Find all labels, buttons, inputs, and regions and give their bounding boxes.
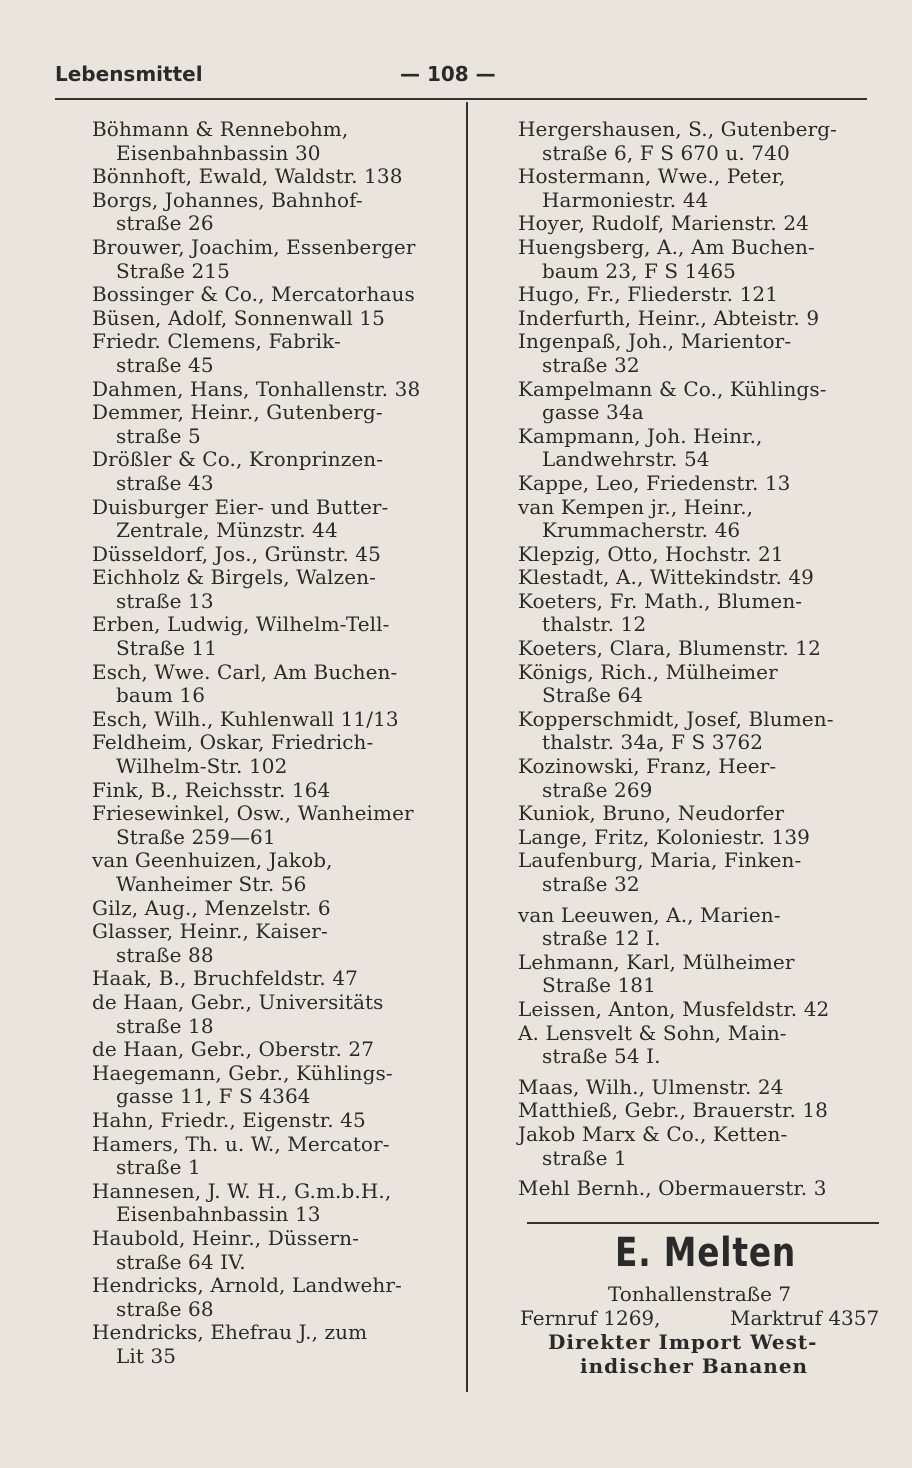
directory-entry [92,1227,452,1274]
entry-name-line: Drößler & Co., Kronprinzen- [92,447,384,472]
entry-name-line: Lange, Fritz, Koloniestr. 139 [518,824,811,849]
entry-name-line: Huengsberg, A., Am Buchen- [518,234,815,259]
directory-entry [518,951,880,998]
directory-entry [92,991,452,1038]
entry-address-line: straße 45 [116,352,214,377]
entry-address-line: straße 6, F S 670 u. 740 [542,140,790,165]
entry-name-line: Böhmann & Rennebohm, [92,117,349,141]
directory-entry [518,472,880,496]
directory-entry [92,118,452,165]
directory-entry [92,378,452,402]
directory-entry [92,307,452,331]
entry-name-line: Kampelmann & Co., Kühlings- [518,376,827,401]
directory-entry [92,1274,452,1321]
entry-address-line: Krummacherstr. 46 [542,518,741,543]
ad-street: Tonhallenstraße 7 [608,1282,792,1306]
entry-name-line: Brouwer, Joachim, Essenberger [92,234,416,259]
entry-address-line: Straße 181 [542,973,656,998]
entry-address-line: straße 5 [116,423,201,448]
directory-entry [92,897,452,921]
directory-entry [92,661,452,708]
entry-name-line: Haak, B., Bruchfeldstr. 47 [92,966,358,991]
entry-name-line: Leissen, Anton, Musfeldstr. 42 [518,996,830,1021]
entry-name-line: Hendricks, Ehefrau J., zum [92,1320,368,1345]
entry-address-line: Wilhelm-Str. 102 [116,754,288,779]
directory-entry [92,236,452,283]
directory-entry [518,165,880,212]
entry-address-line: Eisenbahnbassin 30 [116,140,321,165]
ad-phone: Fernruf 1269, [520,1306,661,1330]
directory-entry [92,849,452,896]
entry-name-line: Feldheim, Oskar, Friedrich- [92,730,374,755]
directory-entry [518,118,880,165]
entry-name-line: de Haan, Gebr., Oberstr. 27 [92,1037,375,1062]
directory-entry [92,1038,452,1062]
entry-address-line: straße 64 IV. [116,1249,246,1274]
entry-name-line: Erben, Ludwig, Wilhelm-Tell- [92,612,390,637]
directory-entry [518,802,880,826]
directory-entry [92,920,452,967]
entry-name-line: Hahn, Friedr., Eigenstr. 45 [92,1107,366,1132]
entry-name-line: Dahmen, Hans, Tonhallenstr. 38 [92,376,421,401]
entry-name-line: Kappe, Leo, Friedenstr. 13 [518,470,791,495]
directory-entry [92,283,452,307]
entry-name-line: Laufenburg, Maria, Finken- [518,848,802,873]
directory-entry [518,708,880,755]
directory-entry [518,755,880,802]
directory-entry [518,543,880,567]
entry-name-line: Kampmann, Joh. Heinr., [518,423,763,448]
entry-name-line: de Haan, Gebr., Universitäts [92,989,384,1014]
entry-address-line: Straße 215 [116,258,230,283]
directory-entry [92,330,452,377]
entry-name-line: Gilz, Aug., Menzelstr. 6 [92,895,331,920]
entry-name-line: Hannesen, J. W. H., G.m.b.H., [92,1178,392,1203]
page-header [55,62,867,94]
entry-name-line: Koeters, Fr. Math., Blumen- [518,588,803,613]
entry-address-line: straße 13 [116,588,214,613]
directory-entry [92,1109,452,1133]
directory-entry [92,543,452,567]
directory-entry [92,1321,452,1368]
entry-name-line: Fink, B., Reichsstr. 164 [92,777,331,802]
entry-name-line: Hergershausen, S., Gutenberg- [518,117,838,141]
entry-name-line: Ingenpaß, Joh., Marientor- [518,329,792,354]
entry-address-line: baum 23, F S 1465 [542,258,736,283]
directory-entry [92,401,452,448]
directory-entry [518,1177,880,1201]
directory-entry [518,1123,880,1170]
entry-address-line: straße 18 [116,1013,214,1038]
entry-address-line: straße 68 [116,1296,214,1321]
entry-name-line: Hamers, Th. u. W., Mercator- [92,1131,390,1156]
entry-name-line: Lehmann, Karl, Mülheimer [518,949,795,974]
entry-address-line: straße 269 [542,777,653,802]
entry-name-line: Maas, Wilh., Ulmenstr. 24 [518,1074,784,1099]
entry-address-line: thalstr. 34a, F S 3762 [542,730,764,755]
directory-entry [518,236,880,283]
entry-address-line: straße 32 [542,872,640,896]
ad-slogan-line-2: indischer Bananen [580,1354,809,1378]
entry-address-line: Zentrale, Münzstr. 44 [116,518,338,543]
directory-entry [92,613,452,660]
entry-name-line: Demmer, Heinr., Gutenberg- [92,400,383,425]
directory-entry [92,1133,452,1180]
directory-entry [518,590,880,637]
right-column [518,118,880,1201]
entry-address-line: Straße 11 [116,636,218,661]
entry-address-line: Landwehrstr. 54 [542,447,710,472]
directory-entry [518,283,880,307]
entry-name-line: Klepzig, Otto, Hochstr. 21 [518,541,784,566]
entry-address-line: straße 88 [116,942,214,967]
directory-entry [518,1076,880,1100]
entry-name-line: Eichholz & Birgels, Walzen- [92,565,376,590]
directory-entry [92,802,452,849]
directory-entry [518,425,880,472]
entry-address-line: Straße 259—61 [116,824,276,849]
entry-name-line: Königs, Rich., Mülheimer [518,659,778,684]
entry-name-line: Esch, Wilh., Kuhlenwall 11/13 [92,706,399,731]
directory-entry [518,212,880,236]
directory-entry [92,708,452,732]
entry-name-line: Klestadt, A., Wittekindstr. 49 [518,565,815,590]
entry-name-line: Haubold, Heinr., Düssern- [92,1225,359,1250]
directory-entry [518,904,880,951]
entry-address-line: Lit 35 [116,1343,177,1368]
entry-name-line: Kuniok, Bruno, Neudorfer [518,801,785,826]
entry-name-line: Hostermann, Wwe., Peter, [518,164,786,189]
entry-address-line: gasse 34a [542,400,644,425]
directory-entry [92,496,452,543]
ad-market-phone: Marktruf 4357 [730,1306,880,1330]
entry-name-line: Bossinger & Co., Mercatorhaus [92,282,415,307]
entry-name-line: Koeters, Clara, Blumenstr. 12 [518,636,821,661]
entry-address-line: Harmoniestr. 44 [542,187,709,212]
ad-company-name: E. Melten [615,1230,797,1276]
directory-entry [518,378,880,425]
directory-entry [92,967,452,991]
directory-entry [92,165,452,189]
entry-name-line: Hendricks, Arnold, Landwehr- [92,1273,402,1298]
entry-address-line: gasse 11, F S 4364 [116,1084,311,1109]
entry-name-line: Inderfurth, Heinr., Abteistr. 9 [518,305,820,330]
entry-name-line: Friedr. Clemens, Fabrik- [92,329,341,354]
directory-entry [518,496,880,543]
entry-address-line: thalstr. 12 [542,612,647,637]
directory-entry [518,661,880,708]
directory-entry [518,998,880,1022]
directory-entry [518,849,880,896]
directory-entry [518,566,880,590]
entry-name-line: A. Lensvelt & Sohn, Main- [518,1020,787,1045]
entry-name-line: van Kempen jr., Heinr., [518,494,754,519]
entry-name-line: Borgs, Johannes, Bahnhof- [92,187,363,212]
section-title: Lebensmittel [55,62,203,86]
entry-name-line: Haegemann, Gebr., Kühlings- [92,1060,393,1085]
directory-entry [92,1180,452,1227]
directory-entry [92,189,452,236]
entry-address-line: straße 54 I. [542,1044,661,1069]
page-number: — 108 — [400,62,496,86]
entry-name-line: Matthieß, Gebr., Brauerstr. 18 [518,1098,829,1123]
entry-name-line: Duisburger Eier- und Butter- [92,494,389,519]
entry-address-line: straße 43 [116,470,214,495]
left-column [92,118,452,1368]
directory-entry [92,779,452,803]
directory-entry [518,637,880,661]
column-separator [466,102,468,1392]
entry-name-line: Düsseldorf, Jos., Grünstr. 45 [92,541,381,566]
entry-name-line: van Geenhuizen, Jakob, [92,848,333,873]
entry-address-line: straße 26 [116,211,214,236]
entry-name-line: Jakob Marx & Co., Ketten- [518,1121,788,1146]
entry-name-line: Mehl Bernh., Obermauerstr. 3 [518,1176,827,1201]
column-end-rule [527,1222,879,1224]
entry-address-line: straße 32 [542,352,640,377]
directory-entry [518,826,880,850]
entry-address-line: Straße 64 [542,683,644,708]
directory-entry [518,1099,880,1123]
entry-name-line: Hugo, Fr., Fliederstr. 121 [518,282,779,307]
entry-name-line: Bönnhoft, Ewald, Waldstr. 138 [92,164,403,189]
entry-address-line: straße 12 I. [542,926,661,951]
entry-address-line: straße 1 [542,1145,627,1170]
ad-slogan-line-1: Direkter Import West- [548,1330,818,1354]
header-rule [55,98,867,100]
entry-name-line: Glasser, Heinr., Kaiser- [92,919,328,944]
directory-entry [92,448,452,495]
directory-entry [92,1062,452,1109]
entry-name-line: Hoyer, Rudolf, Marienstr. 24 [518,211,809,236]
directory-entry [518,1022,880,1069]
entry-address-line: Wanheimer Str. 56 [116,872,307,896]
entry-address-line: straße 1 [116,1155,201,1180]
directory-entry [518,330,880,377]
entry-name-line: Esch, Wwe. Carl, Am Buchen- [92,659,398,684]
entry-name-line: Büsen, Adolf, Sonnenwall 15 [92,305,385,330]
entry-address-line: baum 16 [116,683,206,708]
directory-entry [518,307,880,331]
directory-entry [92,566,452,613]
entry-address-line: Eisenbahnbassin 13 [116,1202,321,1227]
entry-name-line: Kopperschmidt, Josef, Blumen- [518,706,834,731]
entry-name-line: van Leeuwen, A., Marien- [518,902,781,927]
entry-name-line: Kozinowski, Franz, Heer- [518,754,777,779]
directory-entry [92,731,452,778]
entry-name-line: Friesewinkel, Osw., Wanheimer [92,801,414,826]
